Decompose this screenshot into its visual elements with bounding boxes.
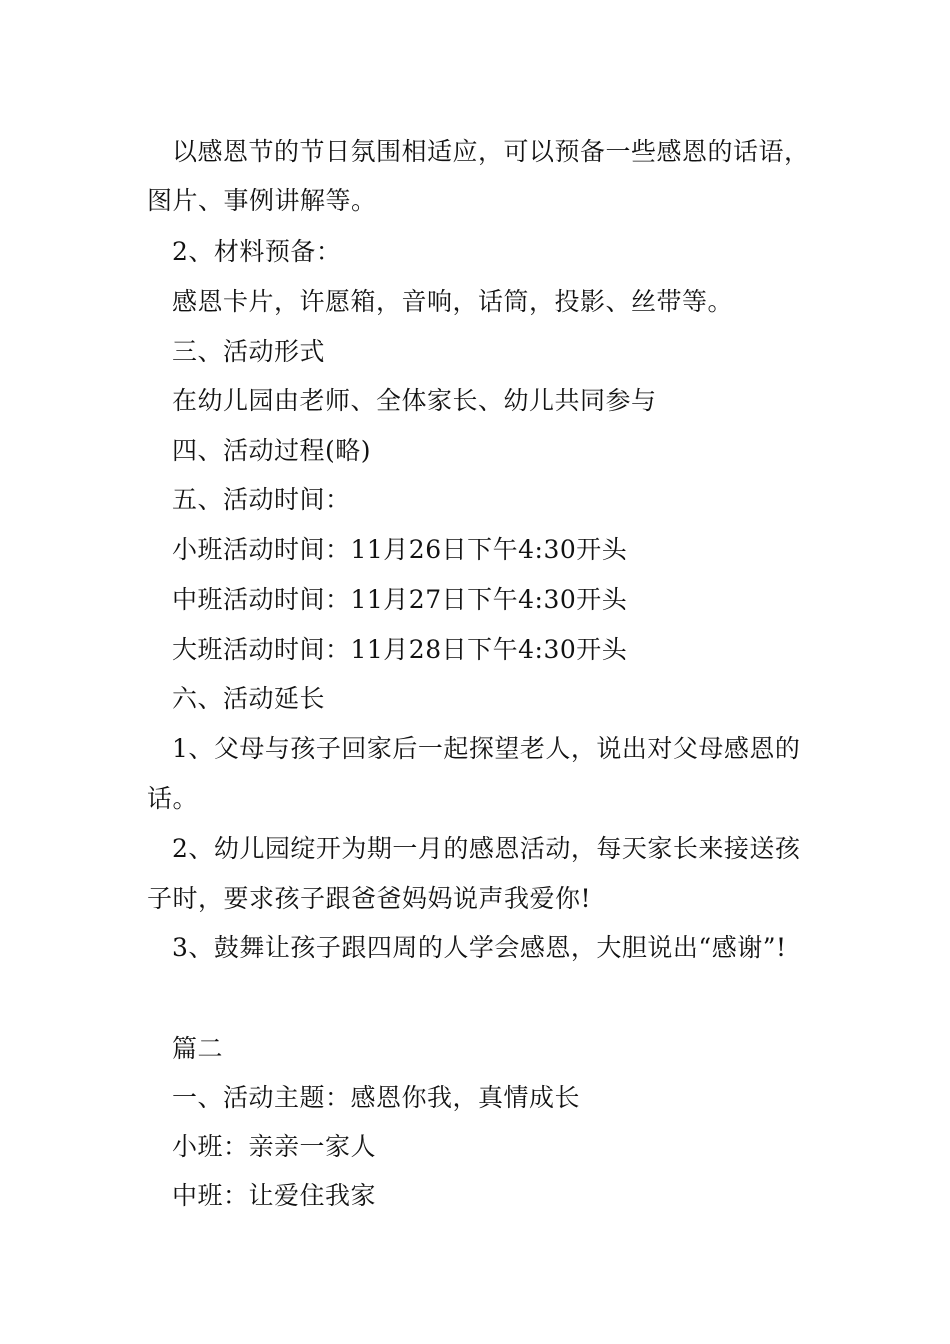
section-heading: 三、活动形式 bbox=[172, 337, 326, 366]
schedule-line: 中班活动时间：11月27日下午4:30开头 bbox=[172, 585, 628, 614]
schedule-line: 小班活动时间：11月26日下午4:30开头 bbox=[172, 535, 628, 564]
section-heading: 2、材料预备： bbox=[172, 237, 342, 266]
paragraph-line: 在幼儿园由老师、全体家长、幼儿共同参与 bbox=[172, 386, 657, 415]
paragraph-line: 1、父母与孩子回家后一起探望老人，说出对父母感恩的 bbox=[172, 734, 801, 763]
paragraph-line: 图片、事例讲解等。 bbox=[147, 186, 377, 215]
paragraph-line: 子时，要求孩子跟爸爸妈妈说声我爱你! bbox=[147, 884, 592, 913]
paragraph-line: 中班：让爱住我家 bbox=[172, 1181, 377, 1210]
paragraph-line: 感恩卡片，许愿箱，音响，话筒，投影、丝带等。 bbox=[172, 287, 734, 316]
paragraph-line: 话。 bbox=[147, 784, 199, 813]
section-heading: 六、活动延长 bbox=[172, 684, 326, 713]
paragraph-line: 以感恩节的节日氛围相适应，可以预备一些感恩的话语， bbox=[172, 137, 810, 166]
section-heading: 一、活动主题：感恩你我，真情成长 bbox=[172, 1083, 581, 1112]
paragraph-line: 2、幼儿园绽开为期一月的感恩活动，每天家长来接送孩 bbox=[172, 834, 801, 863]
section-heading: 四、活动过程(略) bbox=[172, 436, 372, 465]
paragraph-line: 小班：亲亲一家人 bbox=[172, 1132, 377, 1161]
section-heading: 五、活动时间： bbox=[172, 485, 351, 514]
paragraph-line: 3、鼓舞让孩子跟四周的人学会感恩，大胆说出“感谢”! bbox=[172, 933, 787, 962]
schedule-line: 大班活动时间：11月28日下午4:30开头 bbox=[172, 635, 628, 664]
part-title: 篇二 bbox=[172, 1034, 224, 1063]
